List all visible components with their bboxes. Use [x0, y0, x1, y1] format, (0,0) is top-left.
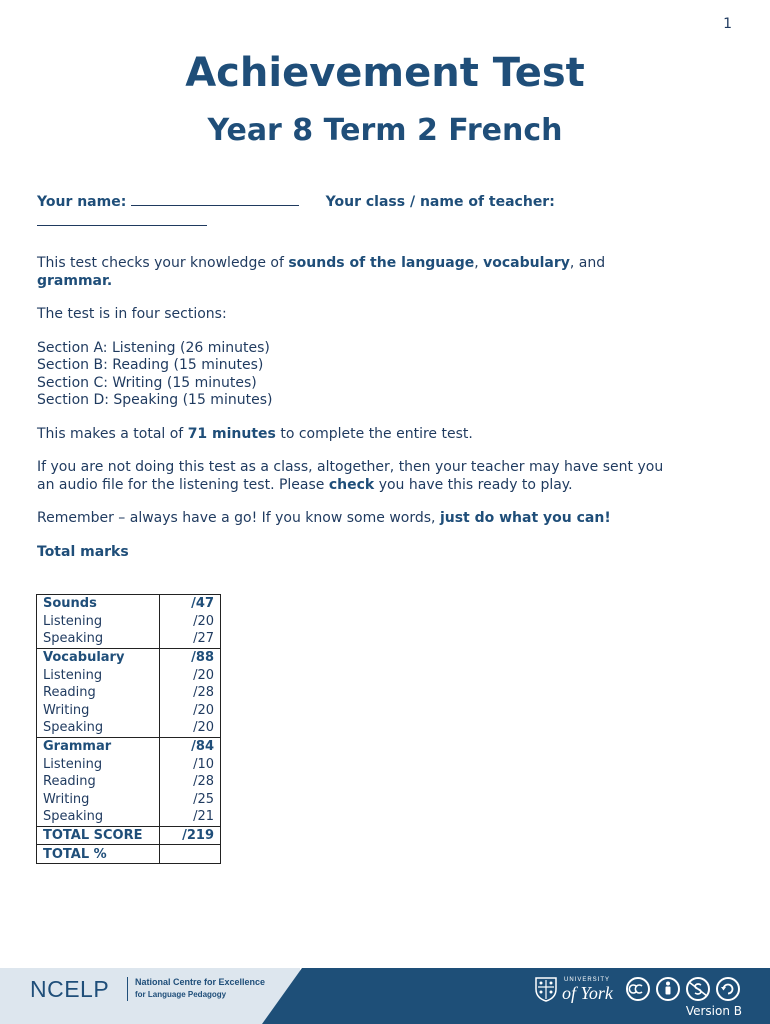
section-item: Section D: Speaking (15 minutes)	[37, 392, 273, 408]
page-subtitle: Year 8 Term 2 French	[207, 113, 563, 148]
marks-value: /20	[160, 719, 221, 737]
marks-value	[160, 845, 221, 864]
cc-license-badge	[625, 976, 743, 1002]
marks-value: /20	[160, 613, 221, 631]
total-marks-heading: Total marks	[37, 543, 129, 560]
page-title: Achievement Test	[185, 50, 585, 96]
total-time-part: to complete the entire test.	[275, 425, 473, 442]
name-field[interactable]	[131, 192, 299, 206]
logo-divider	[127, 977, 128, 1001]
marks-label: Grammar	[37, 737, 160, 755]
intro-text	[37, 255, 737, 290]
sections-intro: The test is in four sections:	[37, 306, 227, 322]
section-item: Section C: Writing (15 minutes)	[37, 374, 257, 391]
by-icon	[657, 978, 679, 1000]
class-field[interactable]	[37, 212, 207, 226]
name-label: Your name:	[37, 194, 127, 210]
nc-icon	[687, 978, 709, 1000]
marks-label: Listening	[37, 613, 160, 631]
marks-row	[37, 666, 221, 684]
marks-value: /28	[160, 684, 221, 702]
marks-label: Speaking	[37, 719, 160, 737]
marks-label: Writing	[37, 702, 160, 720]
marks-value: /219	[160, 826, 221, 845]
marks-row	[37, 755, 221, 773]
marks-row	[37, 595, 221, 613]
marks-value: /47	[160, 595, 221, 613]
marks-value: /21	[160, 808, 221, 826]
marks-row	[37, 719, 221, 737]
logo-tagline-2: for Language Pedagogy	[135, 990, 227, 999]
page-number: 1	[723, 16, 732, 32]
marks-value: /25	[160, 791, 221, 809]
york-crest-icon	[532, 975, 560, 1003]
student-fields	[37, 192, 737, 232]
marks-row	[37, 737, 221, 755]
marks-value: /84	[160, 737, 221, 755]
marks-label: TOTAL %	[37, 845, 160, 864]
intro-grammar: grammar.	[37, 272, 113, 289]
marks-label: Speaking	[37, 630, 160, 648]
university-name: of York	[562, 983, 613, 1003]
class-label: Your class / name of teacher:	[325, 194, 555, 210]
intro-vocabulary: vocabulary	[483, 255, 570, 271]
marks-value: /88	[160, 648, 221, 666]
marks-label: Vocabulary	[37, 648, 160, 666]
total-time-part: This makes a total of	[37, 425, 188, 442]
marks-row	[37, 845, 221, 864]
marks-value: /20	[160, 666, 221, 684]
audio-note-part: an audio file for the listening test. Please	[37, 476, 329, 493]
sa-icon	[717, 978, 739, 1000]
section-item: Section B: Reading (15 minutes)	[37, 357, 264, 373]
intro-text-part: , and	[569, 255, 606, 271]
marks-label: Listening	[37, 755, 160, 773]
intro-sounds: sounds of the language	[288, 255, 475, 271]
marks-value: /10	[160, 755, 221, 773]
audio-note-part: you have this ready to play.	[374, 476, 573, 493]
marks-label: Listening	[37, 666, 160, 684]
marks-row	[37, 808, 221, 826]
total-time-value: 71 minutes	[187, 425, 276, 442]
marks-value: /28	[160, 773, 221, 791]
marks-value: /27	[160, 630, 221, 648]
ncelp-logo: NCELP	[30, 976, 110, 1002]
instructions	[37, 192, 737, 561]
marks-row	[37, 630, 221, 648]
marks-label: TOTAL SCORE	[37, 826, 160, 845]
reminder	[37, 510, 737, 528]
marks-row	[37, 826, 221, 845]
logo-tagline-1: National Centre for Excellence	[135, 977, 266, 987]
cc-icon	[627, 978, 649, 1000]
marks-row	[37, 684, 221, 702]
marks-value: /20	[160, 702, 221, 720]
marks-row	[37, 648, 221, 666]
intro-text-part: ,	[474, 255, 484, 271]
marks-label: Reading	[37, 684, 160, 702]
marks-label: Reading	[37, 773, 160, 791]
marks-row	[37, 613, 221, 631]
audio-note-check: check	[328, 476, 375, 493]
sections-list	[37, 340, 737, 410]
marks-table	[36, 594, 221, 864]
section-item: Section A: Listening (26 minutes)	[37, 339, 270, 356]
audio-note-part: If you are not doing this test as a class, altogether, then your teacher may have sent you	[37, 459, 664, 475]
reminder-emphasis: just do what you can!	[439, 510, 611, 526]
total-time	[37, 426, 737, 444]
marks-label: Sounds	[37, 595, 160, 613]
marks-row	[37, 791, 221, 809]
university-label: UNIVERSITY	[564, 977, 611, 983]
marks-label: Writing	[37, 791, 160, 809]
marks-row	[37, 773, 221, 791]
intro-text-part: This test checks your knowledge of	[37, 255, 289, 271]
marks-row	[37, 702, 221, 720]
audio-note	[37, 459, 737, 494]
version-label: Version B	[685, 1004, 742, 1018]
marks-label: Speaking	[37, 808, 160, 826]
reminder-part: Remember – always have a go! If you know some words,	[37, 510, 440, 526]
